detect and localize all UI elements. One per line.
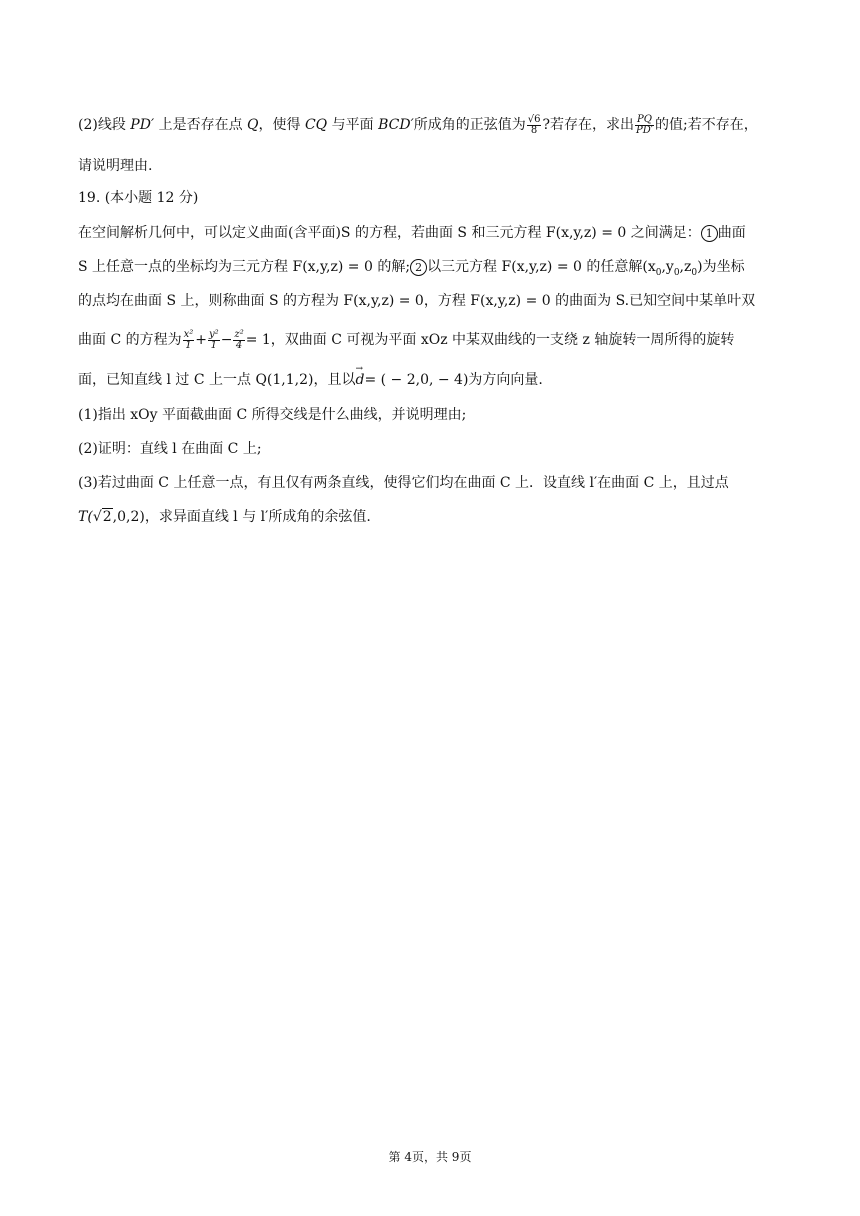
text: 以三元方程 F(x,y,z) = 0 的任意解(x bbox=[427, 259, 656, 275]
denominator: PD′ bbox=[636, 124, 654, 136]
numerator: PQ bbox=[635, 115, 654, 126]
sqrt-2: √2 bbox=[92, 509, 112, 525]
numerator: z² bbox=[234, 328, 244, 340]
plus-sign: + bbox=[195, 332, 208, 348]
denominator: 4 bbox=[235, 339, 243, 351]
line-cq: CQ bbox=[304, 117, 328, 133]
text: 在空间解析几何中，可以定义曲面(含平面)S 的方程，若曲面 S 和三元方程 F(x,y,z) = 0 之间满足： bbox=[78, 225, 701, 241]
denominator: 8 bbox=[530, 124, 538, 136]
part-label: (2) bbox=[78, 117, 98, 133]
circled-1: 1 bbox=[701, 225, 718, 242]
q19-sub1: (1)指出 xOy 平面截曲面 C 所得交线是什么曲线，并说明理由; bbox=[78, 407, 467, 423]
text: = 1，双曲面 C 可视为平面 xOz 中某双曲线的一支绕 z 轴旋转一周所得的旋转 bbox=[245, 332, 735, 348]
text: 上是否存在点 bbox=[158, 117, 243, 133]
text: T( bbox=[78, 509, 93, 525]
segment-pd: PD′ bbox=[130, 117, 155, 133]
fraction-z bbox=[233, 330, 244, 351]
q19-line1 bbox=[78, 222, 746, 244]
sine-fraction bbox=[527, 115, 542, 136]
text: ，使得 bbox=[258, 117, 301, 133]
q19-header: 19. (本小题 12 分) bbox=[78, 190, 199, 206]
numerator: y² bbox=[209, 328, 219, 340]
text: 与平面 bbox=[331, 117, 374, 133]
point-q: Q bbox=[247, 117, 259, 133]
subscript: 0 bbox=[691, 267, 698, 278]
text: S 上任意一点的坐标均为三元方程 F(x,y,z) = 0 的解; bbox=[78, 259, 411, 275]
plane-bcd: BCD′ bbox=[378, 117, 414, 133]
q19-sub3-line1: (3)若过曲面 C 上任意一点，有且仅有两条直线，使得它们均在曲面 C 上．设直线 l′在曲面 C 上，且过点 bbox=[78, 475, 729, 491]
fraction-x bbox=[183, 330, 195, 351]
subscript: 0 bbox=[673, 267, 680, 278]
text: 曲面 C 的方程为 bbox=[78, 332, 182, 348]
text: ,z bbox=[679, 259, 692, 275]
q19-line5 bbox=[78, 369, 543, 391]
circled-2: 2 bbox=[410, 259, 427, 276]
text: 面，已知直线 l 过 C 上一点 Q(1,1,2)，且以 bbox=[78, 372, 356, 388]
text: 线段 bbox=[97, 117, 126, 133]
subscript: 0 bbox=[655, 267, 662, 278]
fraction-y bbox=[208, 330, 220, 351]
q18-part2-line1 bbox=[78, 114, 758, 136]
q19-sub2: (2)证明：直线 l 在曲面 C 上; bbox=[78, 441, 262, 457]
ratio-fraction bbox=[635, 115, 654, 136]
text: ,y bbox=[661, 259, 674, 275]
text: 曲面 bbox=[717, 225, 746, 241]
q19-line4 bbox=[78, 329, 734, 351]
q19-sub3-line2 bbox=[78, 506, 371, 528]
q19-line2 bbox=[78, 256, 745, 284]
text: 所成角的正弦值为 bbox=[413, 117, 526, 133]
numerator: x² bbox=[183, 328, 194, 340]
text: ?若存在，求出 bbox=[542, 117, 634, 133]
denominator: 1 bbox=[185, 339, 192, 351]
numerator: √6 bbox=[527, 113, 541, 125]
direction-vector: → d bbox=[355, 369, 364, 391]
q19-line3: 的点均在曲面 S 上，则称曲面 S 的方程为 F(x,y,z) = 0，方程 F(x,y,z) = 0 的曲面为 S.已知空间中某单叶双 bbox=[78, 293, 756, 309]
text: = ( − 2,0, − 4)为方向向量. bbox=[364, 372, 543, 388]
text: 的值;若不存在， bbox=[655, 117, 758, 133]
q18-part2-line2: 请说明理由. bbox=[78, 158, 153, 174]
text: ,0,2)，求异面直线 l 与 l′所成角的余弦值. bbox=[112, 509, 371, 525]
radicand: 2 bbox=[102, 509, 112, 525]
text: )为坐标 bbox=[697, 259, 745, 275]
minus-sign: − bbox=[220, 332, 233, 348]
page-footer: 第 4页，共 9页 bbox=[388, 1150, 472, 1164]
denominator: 1 bbox=[210, 339, 218, 351]
